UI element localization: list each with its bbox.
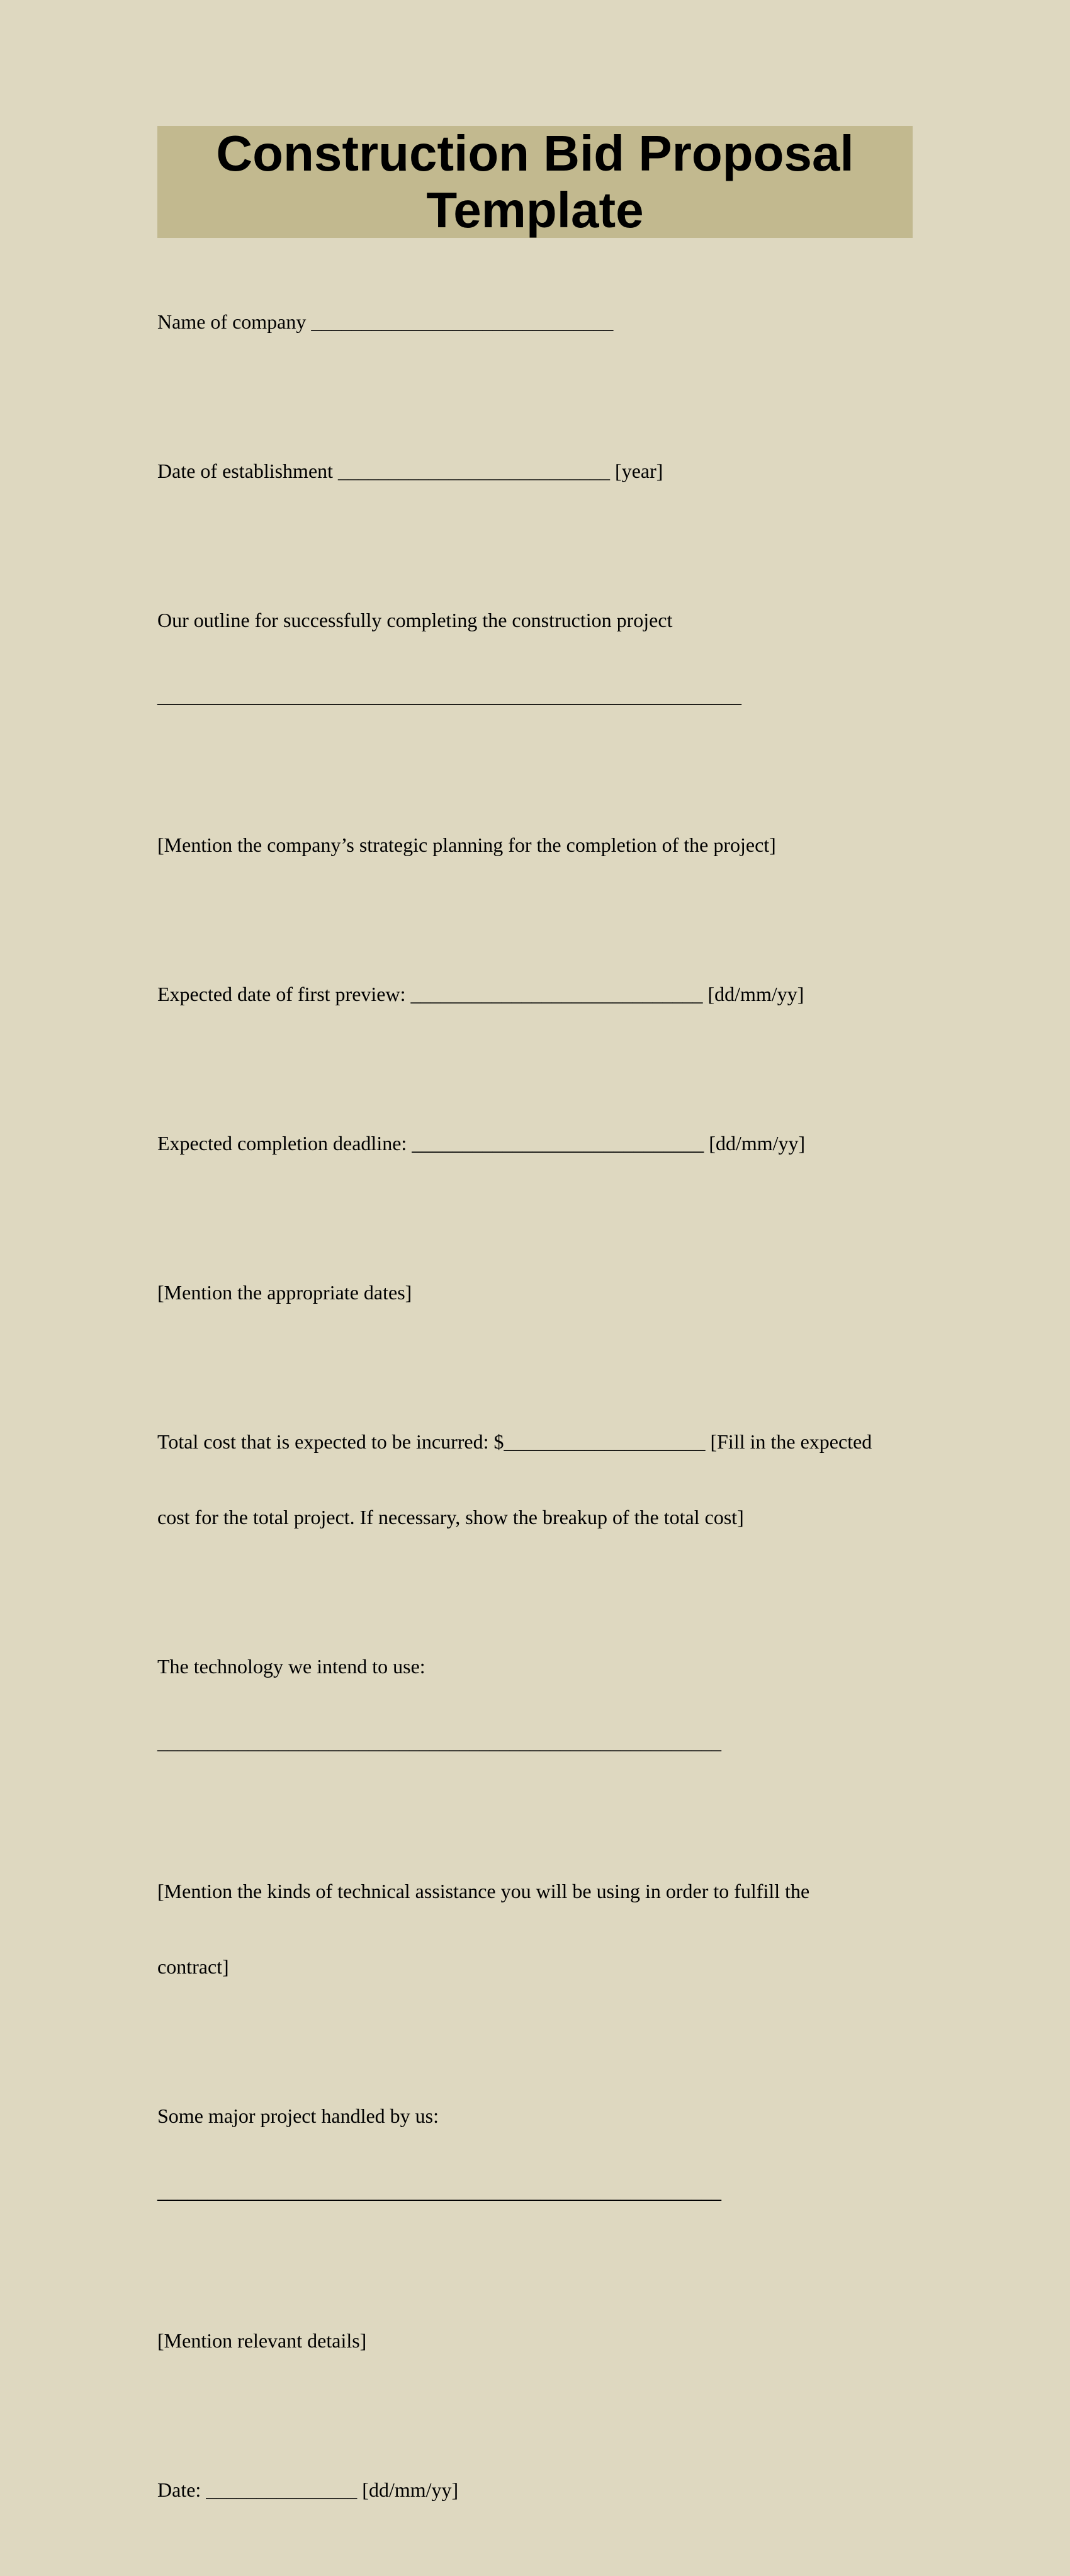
- document-title-line-2: Template: [426, 182, 644, 238]
- first-preview-date-field: [157, 931, 913, 1057]
- field-blank-line: ________________________________________________________: [157, 2180, 721, 2203]
- document-page: [157, 126, 913, 2576]
- field-line: [Mention the company’s strategic planning for the completion of the project]: [157, 833, 776, 856]
- relevant-details-note: [157, 2278, 913, 2404]
- document-title-line-1: Construction Bid Proposal: [216, 125, 854, 181]
- total-cost-field: [157, 1379, 913, 1580]
- field-line: Date of establishment ___________________________ [year]: [157, 460, 663, 482]
- title-banner: [157, 126, 913, 238]
- field-line: [Mention the kinds of technical assistance you will be using in order to fulfill the: [157, 1880, 810, 1902]
- field-line: Our outline for successfully completing the construction project: [157, 609, 673, 631]
- establishment-date-field: [157, 408, 913, 534]
- field-blank-line: ________________________________________________________: [157, 1731, 721, 1753]
- strategic-planning-note: [157, 782, 913, 908]
- field-line: Date: _______________ [dd/mm/yy]: [157, 2478, 459, 2501]
- field-line: Some major project handled by us:: [157, 2104, 439, 2127]
- completion-deadline-field: [157, 1080, 913, 1206]
- technical-assistance-note: [157, 1828, 913, 2030]
- technology-field: [157, 1603, 913, 1805]
- dates-note: [157, 1229, 913, 1355]
- field-line: cost for the total project. If necessary, show the breakup of the total cost]: [157, 1506, 744, 1528]
- field-line: The technology we intend to use:: [157, 1655, 425, 1678]
- company-name-field: [157, 259, 913, 385]
- document-body: [157, 259, 913, 2553]
- field-line: Expected date of first preview: _____________________________ [dd/mm/yy]: [157, 983, 804, 1005]
- field-line: Total cost that is expected to be incurred: $____________________ [Fill in the expected: [157, 1430, 872, 1453]
- field-line: [Mention the appropriate dates]: [157, 1281, 412, 1304]
- field-line: Name of company ______________________________: [157, 310, 614, 333]
- date-field: [157, 2427, 913, 2553]
- major-projects-field: [157, 2053, 913, 2254]
- field-line: Expected completion deadline: _____________________________ [dd/mm/yy]: [157, 1132, 806, 1155]
- field-blank-line: __________________________________________________________: [157, 684, 741, 707]
- project-outline-field: [157, 557, 913, 759]
- field-line: contract]: [157, 1955, 229, 1978]
- field-line: [Mention relevant details]: [157, 2329, 367, 2352]
